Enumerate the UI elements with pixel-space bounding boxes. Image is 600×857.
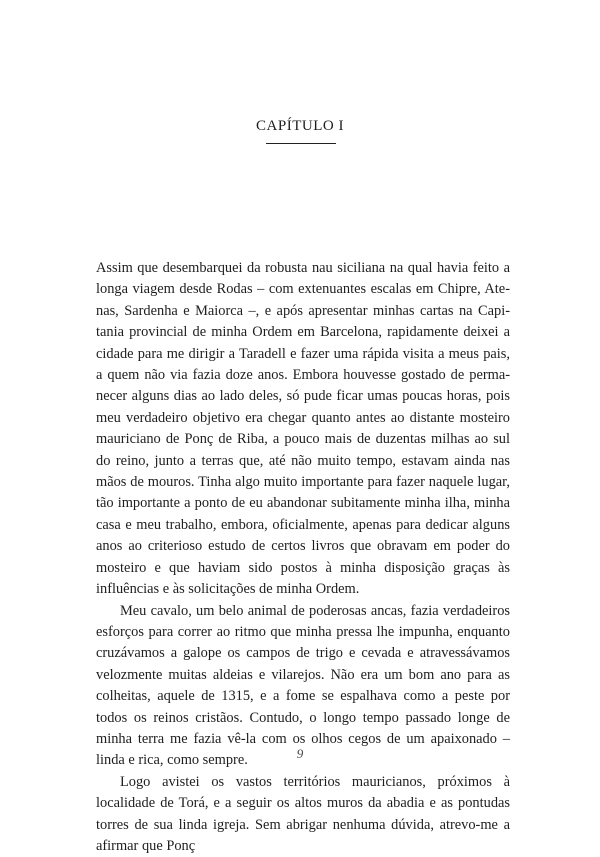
page-number: 9 (296, 746, 304, 761)
chapter-heading: CAPÍTULO I (256, 118, 344, 134)
paragraph-3: Logo avistei os vastos territórios mauricianos, próximos à localidade de Torá, e a seguir os altos muros da abadia e as pontudas torres de sua linda igreja. Sem abrigar nenhuma dúvida, atrevo-me a afirmar que Ponç (96, 773, 510, 854)
paragraph-1: Assim que desembarquei da robusta nau siciliana na qual havia feito a longa viagem desde Rodas – com extenuantes escalas em Chipre, Atenas, Sardenha e Maiorca –, e após apresentar minhas cartas na Capitania provincial de minha Ordem em Barcelona, rapidamente deixei a cidade para me dirigir a Taradell e fazer uma rápida visita a meus pais, a quem não via fazia doze anos. Embora houvesse gostado de permanecer alguns dias ao lado deles, só pude ficar umas poucas horas, pois meu verdadeiro objetivo era chegar quanto antes ao distante mosteiro mauriciano de Ponç de Riba, a pouco mais de duzentas milhas ao sul do reino, junto a terras que, até não muito tempo, estavam ainda nas mãos de mouros. Tinha algo muito importante para fazer naquele lugar, tão importante a ponto de eu abandonar subitamente minha ilha, minha casa e meu trabalho, embora, oficialmente, apenas para dedicar alguns anos ao criterioso estudo de certos livros que obravam em poder do mosteiro e que haviam sido postos à minha disposição graças às influências e às solicitações de minha Ordem. (96, 260, 510, 598)
body-text (96, 258, 510, 857)
heading-underline (266, 143, 336, 144)
paragraph-2: Meu cavalo, um belo animal de poderosas ancas, fazia verdadeiros esforços para correr ao ritmo que minha pressa lhe impunha, enquanto cruzávamos a galope os campos de trigo e cevada e atravessávamos velozmente muitas aldeias e vilarejos. Não era um bom ano para as colheitas, aquele de 1315, e a fome se espalhava como a peste por todos os reinos cristãos. Contudo, o longo tempo passado longe de minha terra me fazia vê-la com os olhos cegos de um apaixonado – linda e rica, como sempre. (96, 602, 510, 769)
